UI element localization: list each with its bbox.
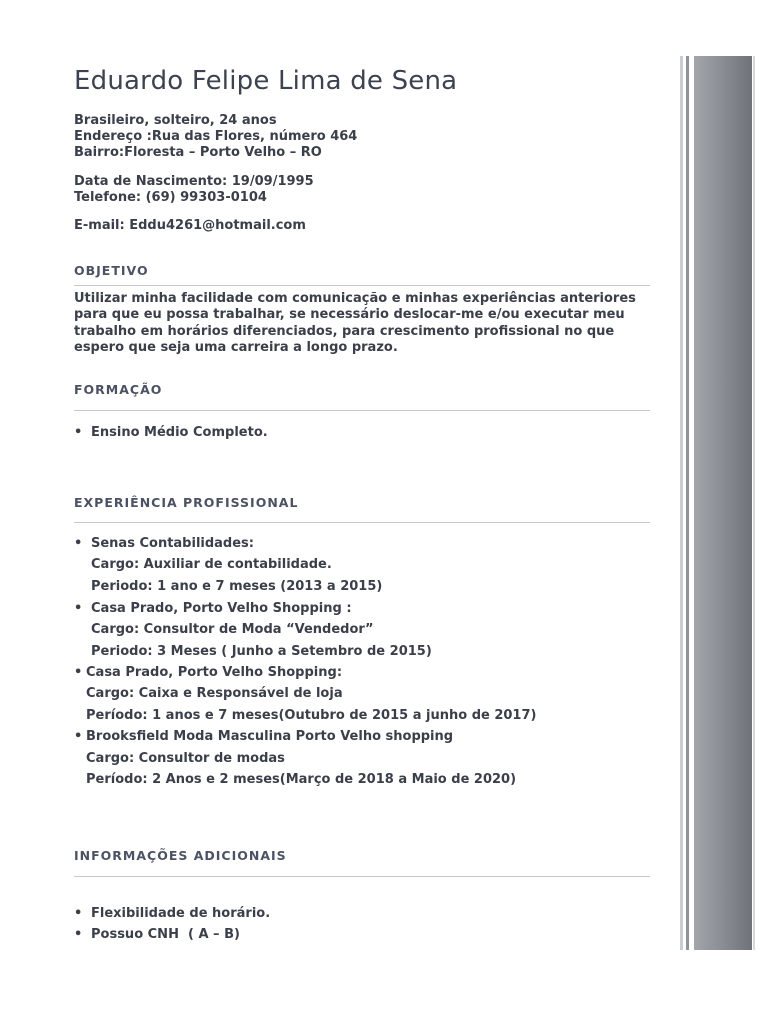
- side-decoration-line: [753, 56, 755, 950]
- job-cargo: Cargo: Consultor de Moda “Vendedor”: [91, 622, 374, 637]
- bullet-icon: •: [74, 425, 83, 440]
- bullet-icon: •: [74, 601, 83, 616]
- bullet-icon: •: [74, 665, 83, 680]
- bullet-icon: •: [74, 536, 83, 551]
- section-divider: [74, 522, 650, 523]
- job-periodo: Período: 1 anos e 7 meses(Outubro de 2015 a junho de 2017): [86, 708, 537, 723]
- section-divider: [74, 410, 650, 411]
- side-decoration-bar: [694, 56, 752, 950]
- bullet-icon: •: [74, 906, 83, 921]
- job-company: Casa Prado, Porto Velho Shopping:: [86, 665, 343, 680]
- adicionais-item: Possuo CNH ( A – B): [91, 927, 240, 942]
- address-line: Endereço :Rua das Flores, número 464: [74, 129, 358, 144]
- job-company: Brooksfield Moda Masculina Porto Velho shopping: [86, 729, 454, 744]
- section-title-experiencia: EXPERIÊNCIA PROFISSIONAL: [74, 495, 299, 510]
- section-divider: [74, 876, 650, 877]
- job-periodo: Periodo: 1 ano e 7 meses (2013 a 2015): [91, 579, 383, 594]
- job-cargo: Cargo: Caixa e Responsável de loja: [86, 686, 343, 701]
- side-decoration-line: [686, 56, 689, 950]
- job-periodo: Período: 2 Anos e 2 meses(Março de 2018 a Maio de 2020): [86, 772, 517, 787]
- job-cargo: Cargo: Consultor de modas: [86, 751, 285, 766]
- job-cargo: Cargo: Auxiliar de contabilidade.: [91, 557, 332, 572]
- neighborhood-line: Bairro:Floresta – Porto Velho – RO: [74, 145, 322, 160]
- job-periodo: Periodo: 3 Meses ( Junho a Setembro de 2015): [91, 644, 432, 659]
- email-line: E-mail: Eddu4261@hotmail.com: [74, 218, 306, 233]
- side-decoration-line: [680, 56, 683, 950]
- section-divider: [74, 285, 650, 286]
- job-company: Senas Contabilidades:: [91, 536, 254, 551]
- personal-info-line: Brasileiro, solteiro, 24 anos: [74, 113, 277, 128]
- section-title-objetivo: OBJETIVO: [74, 263, 149, 278]
- objetivo-text: Utilizar minha facilidade com comunicação e minhas experiências anteriores para que eu possa trabalhar, se necessário deslocar-me e/ou executar meu trabalho em horários diferenciados, para crescimento profissional no que espero que seja uma carreira a longo prazo.: [74, 291, 636, 355]
- section-title-adicionais: INFORMAÇÕES ADICIONAIS: [74, 848, 287, 863]
- job-company: Casa Prado, Porto Velho Shopping :: [91, 601, 352, 616]
- candidate-name: Eduardo Felipe Lima de Sena: [74, 66, 458, 96]
- formacao-item: Ensino Médio Completo.: [91, 425, 268, 440]
- adicionais-item: Flexibilidade de horário.: [91, 906, 271, 921]
- bullet-icon: •: [74, 729, 83, 744]
- section-title-formacao: FORMAÇÃO: [74, 382, 163, 397]
- bullet-icon: •: [74, 927, 83, 942]
- phone-line: Telefone: (69) 99303-0104: [74, 190, 267, 205]
- birth-date-line: Data de Nascimento: 19/09/1995: [74, 174, 314, 189]
